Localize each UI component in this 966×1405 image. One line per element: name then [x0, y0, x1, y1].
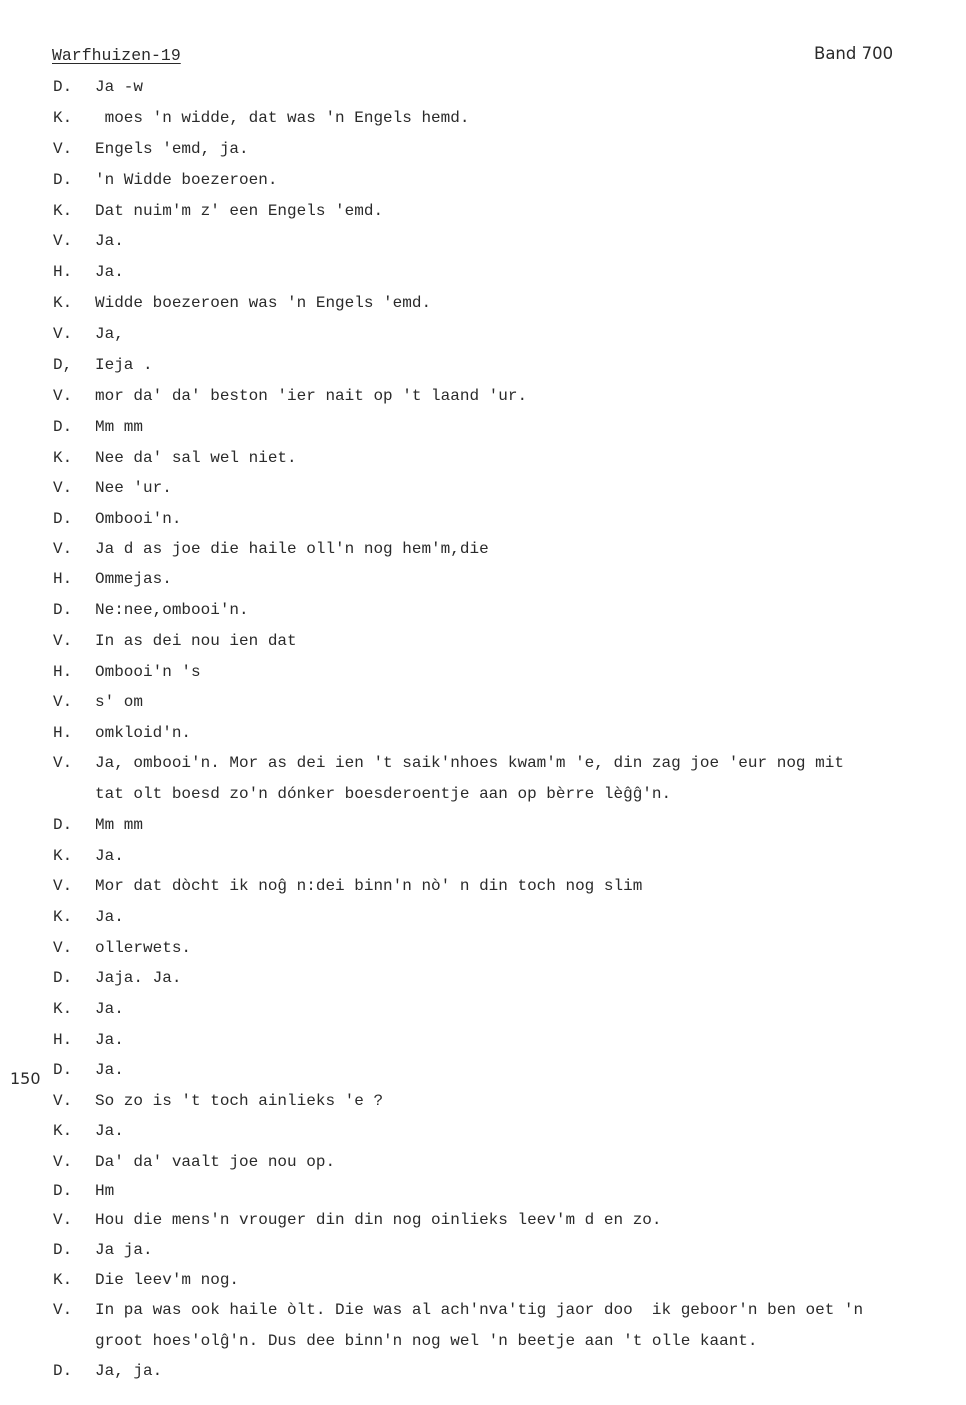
speaker-label: V.	[53, 479, 73, 497]
speaker-label: H.	[53, 724, 73, 742]
transcript-line	[0, 752, 966, 774]
speaker-label: D.	[53, 418, 73, 436]
speaker-label: V.	[53, 1092, 73, 1110]
speaker-label: D.	[53, 601, 73, 619]
utterance-text: In pa was ook haile òlt. Die was al ach'nva'tig jaor doo ik geboor'n ben oet 'n	[95, 1301, 864, 1319]
utterance-text: So zo is 't toch ainlieks 'e ?	[95, 1092, 384, 1110]
transcript-line	[0, 107, 966, 129]
utterance-text: Ja, ja.	[95, 1362, 163, 1380]
utterance-text: Mor dat dòcht ik noĝ n:dei binn'n nò' n din toch nog slim	[95, 877, 643, 895]
transcript-line	[0, 599, 966, 621]
utterance-text: Ja.	[95, 263, 124, 281]
utterance-text: Ja.	[95, 1000, 124, 1018]
transcript-line	[0, 385, 966, 407]
transcript-line	[0, 630, 966, 652]
speaker-label: V.	[53, 754, 73, 772]
transcript-line	[0, 1029, 966, 1051]
speaker-label: K.	[53, 1000, 73, 1018]
line-number-marker: 150	[10, 1069, 41, 1088]
transcript-line	[0, 354, 966, 376]
speaker-label: V.	[53, 1211, 73, 1229]
utterance-text: Jaja. Ja.	[95, 969, 182, 987]
utterance-text: Hm	[95, 1182, 115, 1200]
transcript-line	[0, 1269, 966, 1291]
speaker-label: V.	[53, 140, 73, 158]
utterance-text: Mm mm	[95, 418, 144, 436]
speaker-label: K.	[53, 202, 73, 220]
utterance-text: mor da' da' beston 'ier nait op 't laand 'ur.	[95, 387, 528, 405]
speaker-label: V.	[53, 325, 73, 343]
transcript-line	[0, 1120, 966, 1142]
speaker-label: D.	[53, 1362, 73, 1380]
utterance-text: Ommejas.	[95, 570, 172, 588]
utterance-text: Ja.	[95, 1031, 124, 1049]
transcript-line	[0, 292, 966, 314]
utterance-text: Dat nuim'm z' een Engels 'emd.	[95, 202, 384, 220]
utterance-text: Ieja .	[95, 356, 153, 374]
transcript-line	[0, 138, 966, 160]
transcript-line	[0, 937, 966, 959]
transcript-line	[0, 200, 966, 222]
utterance-text: Ja -w	[95, 78, 144, 96]
transcript-line	[0, 1360, 966, 1382]
transcript-line	[0, 722, 966, 744]
speaker-label: K.	[53, 1271, 73, 1289]
transcript-line	[0, 1299, 966, 1321]
utterance-text: Ja.	[95, 1122, 124, 1140]
utterance-text: Widde boezeroen was 'n Engels 'emd.	[95, 294, 432, 312]
speaker-label: V.	[53, 1153, 73, 1171]
speaker-label: H.	[53, 263, 73, 281]
utterance-text: Ombooi'n.	[95, 510, 182, 528]
utterance-text: s' om	[95, 693, 144, 711]
speaker-label: K.	[53, 449, 73, 467]
speaker-label: K.	[53, 1122, 73, 1140]
utterance-text: Ja,	[95, 325, 124, 343]
speaker-label: D.	[53, 78, 73, 96]
utterance-text: moes 'n widde, dat was 'n Engels hemd.	[95, 109, 470, 127]
speaker-label: D.	[53, 816, 73, 834]
transcript-line	[0, 477, 966, 499]
transcript-line	[0, 416, 966, 438]
transcript-line	[0, 1151, 966, 1173]
speaker-label: H.	[53, 570, 73, 588]
utterance-text: ollerwets.	[95, 939, 192, 957]
transcript-line	[0, 323, 966, 345]
speaker-label: V.	[53, 232, 73, 250]
utterance-text: Ja, ombooi'n. Mor as dei ien 't saik'nhoes kwam'm 'e, din zag joe 'eur nog mit	[95, 754, 844, 772]
transcript-line	[0, 261, 966, 283]
utterance-text: Ja d as joe die haile oll'n nog hem'm,die	[95, 540, 489, 558]
utterance-text: In as dei nou ien dat	[95, 632, 297, 650]
transcript-line	[0, 875, 966, 897]
transcript-line	[0, 906, 966, 928]
utterance-text: Ombooi'n 's	[95, 663, 201, 681]
transcript-line	[0, 230, 966, 252]
speaker-label: V.	[53, 632, 73, 650]
speaker-label: H.	[53, 663, 73, 681]
transcript-line	[0, 508, 966, 530]
transcript-line	[0, 538, 966, 560]
speaker-label: H.	[53, 1031, 73, 1049]
speaker-label: K.	[53, 294, 73, 312]
transcript-line-continuation	[0, 1330, 966, 1352]
speaker-label: D.	[53, 969, 73, 987]
utterance-text: Mm mm	[95, 816, 144, 834]
transcript-line	[0, 1059, 966, 1081]
utterance-text: Ja.	[95, 232, 124, 250]
utterance-continuation-text: groot hoes'olĝ'n. Dus dee binn'n nog wel 'n beetje aan 't olle kaant.	[95, 1332, 758, 1350]
speaker-label: D.	[53, 171, 73, 189]
transcript-line-continuation	[0, 783, 966, 805]
utterance-text: Da' da' vaalt joe nou op.	[95, 1153, 336, 1171]
utterance-text: Die leev'm nog.	[95, 1271, 240, 1289]
speaker-label: V.	[53, 387, 73, 405]
transcript-line	[0, 447, 966, 469]
transcript-line	[0, 661, 966, 683]
utterance-continuation-text: tat olt boesd zo'n dónker boesderoentje aan op bèrre lèĝĝ'n.	[95, 785, 672, 803]
utterance-text: Ja ja.	[95, 1241, 153, 1259]
speaker-label: V.	[53, 540, 73, 558]
utterance-text: Engels 'emd, ja.	[95, 140, 249, 158]
speaker-label: K.	[53, 908, 73, 926]
transcript-line	[0, 967, 966, 989]
utterance-text: Ja.	[95, 908, 124, 926]
transcript-line	[0, 76, 966, 98]
transcript-line	[0, 814, 966, 836]
transcript-line	[0, 1180, 966, 1202]
transcript-line	[0, 568, 966, 590]
speaker-label: K.	[53, 109, 73, 127]
transcript-line	[0, 1209, 966, 1231]
utterance-text: Hou die mens'n vrouger din din nog oinlieks leev'm d en zo.	[95, 1211, 662, 1229]
utterance-text: Nee 'ur.	[95, 479, 172, 497]
speaker-label: K.	[53, 847, 73, 865]
utterance-text: 'n Widde boezeroen.	[95, 171, 278, 189]
band-number: Band 700	[814, 44, 894, 63]
page-title: Warfhuizen-19	[52, 46, 181, 65]
speaker-label: D,	[53, 356, 73, 374]
utterance-text: Ja.	[95, 847, 124, 865]
utterance-text: Ja.	[95, 1061, 124, 1079]
transcript-line	[0, 998, 966, 1020]
transcript-line	[0, 1090, 966, 1112]
speaker-label: V.	[53, 939, 73, 957]
speaker-label: V.	[53, 1301, 73, 1319]
speaker-label: D.	[53, 1182, 73, 1200]
speaker-label: D.	[53, 510, 73, 528]
speaker-label: V.	[53, 693, 73, 711]
speaker-label: D.	[53, 1241, 73, 1259]
speaker-label: D.	[53, 1061, 73, 1079]
utterance-text: Ne:nee,ombooi'n.	[95, 601, 249, 619]
transcript-line	[0, 169, 966, 191]
utterance-text: Nee da' sal wel niet.	[95, 449, 297, 467]
transcript-line	[0, 691, 966, 713]
utterance-text: omkloid'n.	[95, 724, 192, 742]
transcript-line	[0, 1239, 966, 1261]
transcript-line	[0, 845, 966, 867]
speaker-label: V.	[53, 877, 73, 895]
